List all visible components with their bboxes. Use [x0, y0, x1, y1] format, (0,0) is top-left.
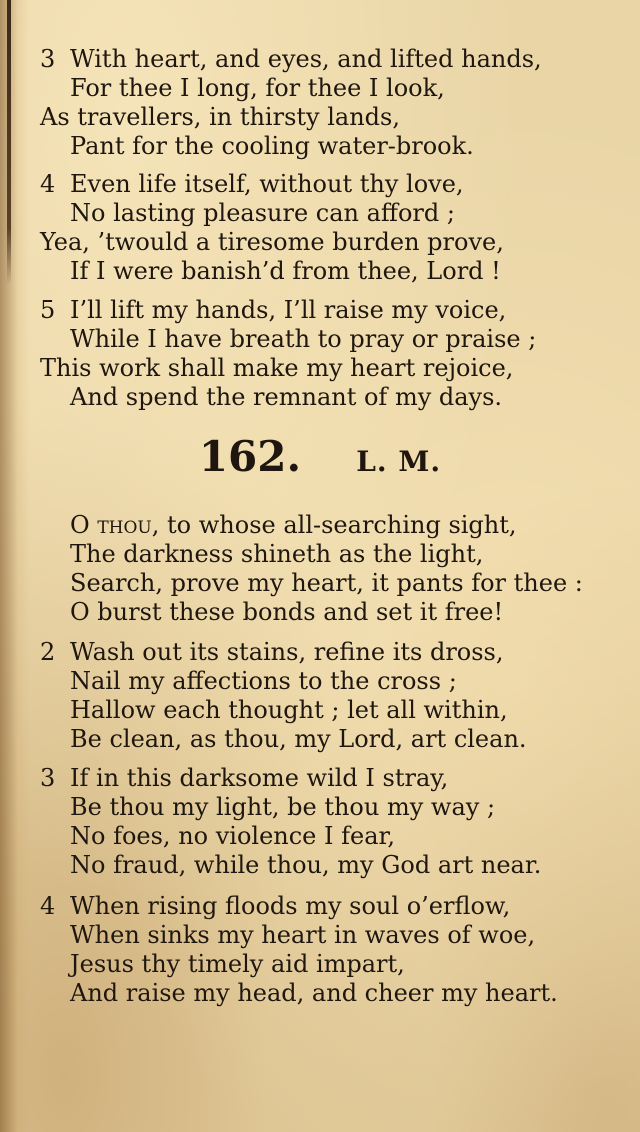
stanza-line: For thee I long, for thee I look, [70, 74, 445, 102]
hymn-meter: L. M. [356, 445, 442, 478]
stanza-line: This work shall make my heart rejoice, [40, 354, 514, 382]
stanza-line: As travellers, in thirsty lands, [40, 103, 400, 131]
stanza-line: And spend the remnant of my days. [70, 383, 503, 411]
stanza-prev-4 [40, 170, 600, 286]
stanza-line: No foes, no violence I fear, [70, 822, 395, 850]
stanza-line: O thou, to whose all-searching sight, [70, 511, 517, 539]
stanza-line: O burst these bonds and set it free! [70, 598, 504, 626]
stanza-line: 2 Wash out its stains, refine its dross, [40, 638, 504, 666]
stanza-line: While I have breath to pray or praise ; [70, 325, 537, 353]
stanza-number: 3 [40, 764, 56, 792]
hymn-heading [0, 432, 640, 481]
stanza-line: And raise my head, and cheer my heart. [70, 979, 558, 1007]
stanza-line: Nail my affections to the cross ; [70, 667, 457, 695]
stanza-line: When sinks my heart in waves of woe, [70, 921, 536, 949]
stanza-line: No lasting pleasure can afford ; [70, 199, 455, 227]
hymn-stanza-4 [40, 892, 600, 1008]
stanza-number: 5 [40, 296, 56, 324]
stanza-line: 3 With heart, and eyes, and lifted hands, [40, 45, 542, 73]
stanza-line: Be clean, as thou, my Lord, art clean. [70, 725, 527, 753]
stanza-prev-5 [40, 296, 600, 412]
stanza-line: Yea, ’twould a tiresome burden prove, [40, 228, 504, 256]
stanza-number: 4 [40, 892, 56, 920]
stanza-line: No fraud, while thou, my God art near. [70, 851, 542, 879]
hymn-number: 162. [198, 432, 302, 481]
stanza-number: 2 [40, 638, 56, 666]
hymn-stanza-2 [40, 638, 600, 754]
stanza-line: 5 I’ll lift my hands, I’ll raise my voice, [40, 296, 507, 324]
stanza-line: The darkness shineth as the light, [70, 540, 484, 568]
stanza-line: Hallow each thought ; let all within, [70, 696, 508, 724]
stanza-prev-3 [40, 45, 600, 161]
hymn-stanza-3 [40, 764, 600, 880]
stanza-line: If I were banish’d from thee, Lord ! [70, 257, 501, 285]
stanza-number: 4 [40, 170, 56, 198]
stanza-number: 3 [40, 45, 56, 73]
stanza-line: Pant for the cooling water-brook. [70, 132, 474, 160]
stanza-line: 3 If in this darksome wild I stray, [40, 764, 449, 792]
hymn-stanza-1 [40, 511, 600, 627]
stanza-line: Search, prove my heart, it pants for thee : [70, 569, 583, 597]
stanza-line: 4 When rising floods my soul o’erflow, [40, 892, 511, 920]
stanza-line: Jesus thy timely aid impart, [70, 950, 405, 978]
stanza-line: Be thou my light, be thou my way ; [70, 793, 496, 821]
stanza-line: 4 Even life itself, without thy love, [40, 170, 464, 198]
